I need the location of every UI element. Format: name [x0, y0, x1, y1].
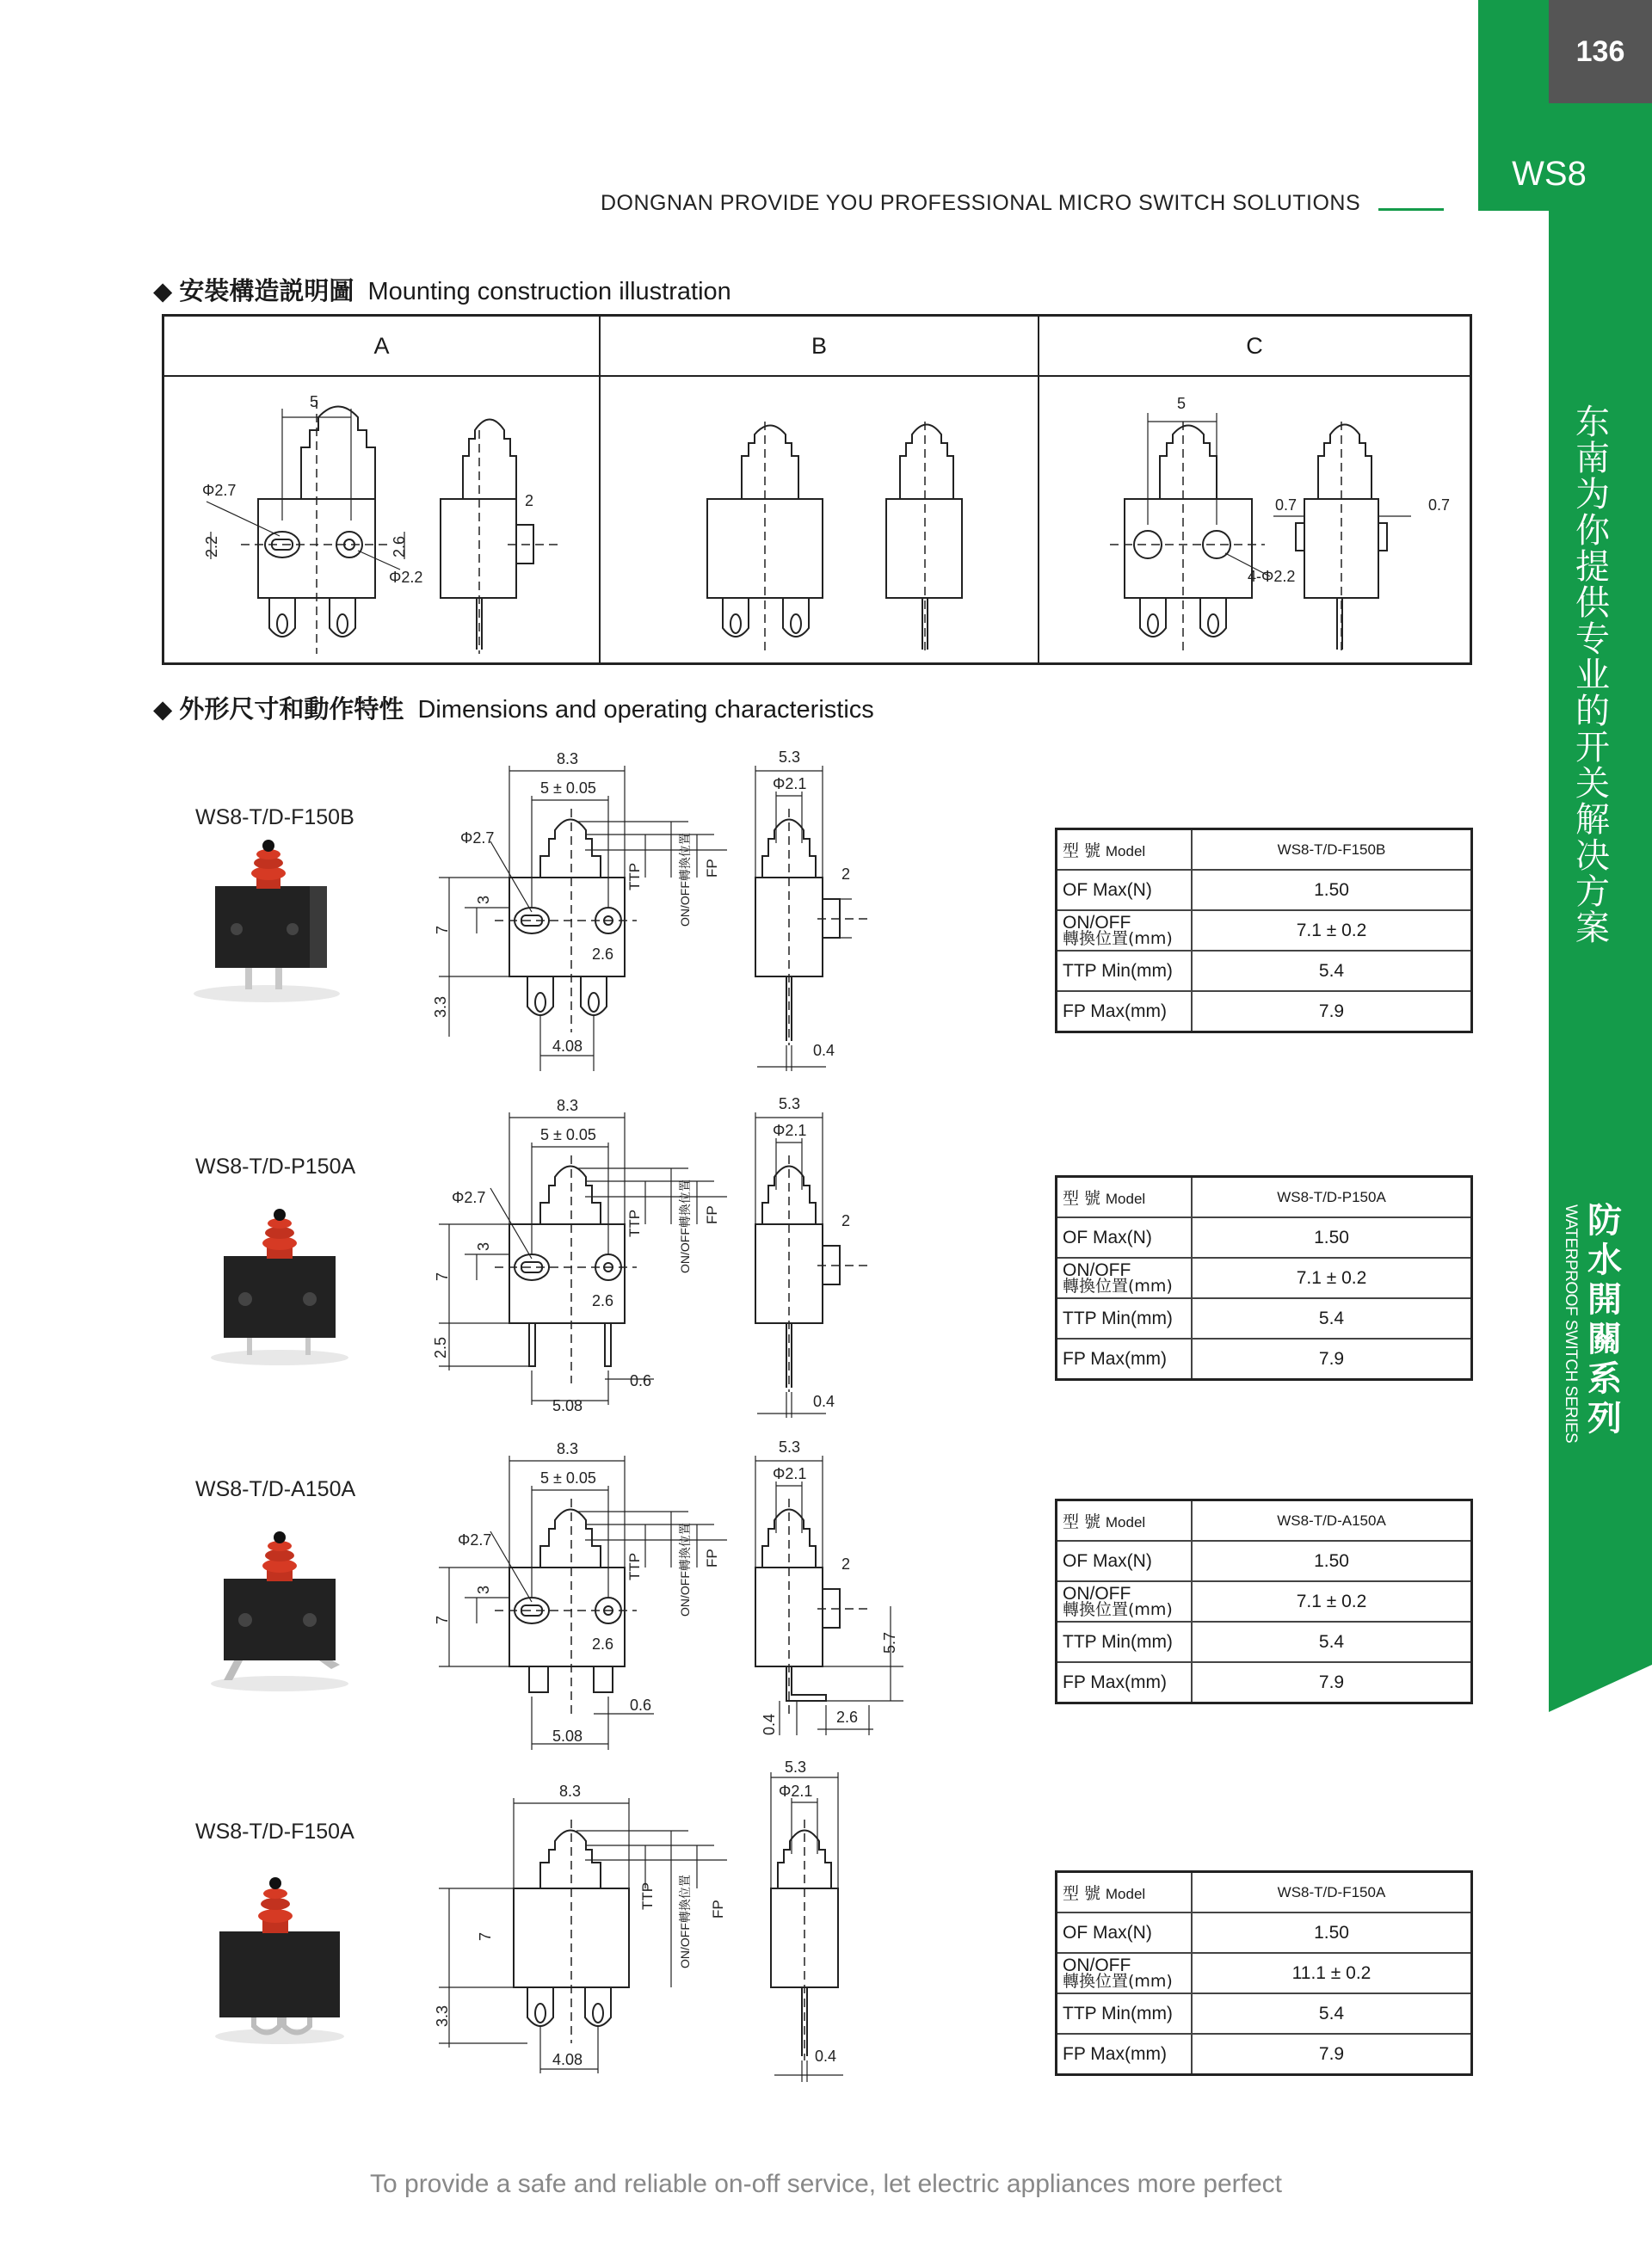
- mount-c-width: 5: [1177, 395, 1187, 412]
- p1-dim-pitch: 5 ± 0.05: [540, 779, 596, 797]
- p3-dim-btn: Φ2.1: [773, 1465, 807, 1482]
- mount-c-holes: 4-Φ2.2: [1248, 568, 1296, 585]
- p4-ttp-label: TTP: [639, 1882, 656, 1910]
- ttp-label: TTP Min(mm): [1057, 951, 1193, 991]
- table-row: [1057, 1217, 1472, 1258]
- product-1-model: WS8-T/D-F150B: [195, 805, 354, 829]
- p2-dim-pin: 0.4: [813, 1393, 835, 1410]
- p2-dim-pitch: 5 ± 0.05: [540, 1126, 596, 1143]
- product-1-spec-table: [1055, 828, 1473, 1033]
- of-label: OF Max(N): [1057, 1912, 1193, 1953]
- mount-a-right-hole: Φ2.2: [389, 569, 423, 586]
- product-3-spec-table: [1055, 1499, 1473, 1704]
- table-row: [1057, 1622, 1472, 1662]
- p2-dim-sw: 5.3: [779, 1095, 801, 1112]
- p2-dim-d3: 3: [475, 1241, 492, 1251]
- table-row: [1057, 1298, 1472, 1339]
- series-code: WS8: [1512, 155, 1587, 193]
- p1-of-value: 1.50: [1192, 870, 1472, 910]
- p2-dim-w: 8.3: [557, 1097, 579, 1114]
- mount-a-width: 5: [310, 393, 319, 410]
- product-2-photo: [194, 1204, 366, 1368]
- dimensions-title-en: Dimensions and operating characteristics: [417, 696, 874, 724]
- p1-dim-sw: 5.3: [779, 748, 801, 766]
- p3-dim-lead: 5.08: [552, 1728, 583, 1745]
- onoff-label-cn: 轉換位置(mm): [1063, 1276, 1173, 1296]
- model-label-cn: 型 號: [1063, 1884, 1101, 1903]
- p1-model-value: WS8-T/D-F150B: [1192, 829, 1472, 871]
- p2-ttp-label: TTP: [626, 1209, 643, 1237]
- p1-fp-label: FP: [704, 859, 720, 878]
- model-label-cn: 型 號: [1063, 1512, 1101, 1531]
- table-row: [1057, 829, 1472, 871]
- mount-a-side: 2: [525, 492, 534, 509]
- mount-a-height: 2.2: [203, 535, 220, 557]
- p2-onoff-value: 7.1 ± 0.2: [1192, 1258, 1472, 1298]
- side-series-cn: 防水開關系列: [1587, 1201, 1622, 1438]
- p1-dim-pin: 0.4: [813, 1042, 835, 1059]
- p1-onoff-label: ON/OFF轉換位置: [678, 833, 692, 927]
- product-4-spec-table: [1055, 1870, 1473, 2076]
- dimensions-section-title: [153, 690, 874, 725]
- table-row: [1057, 910, 1472, 951]
- product-1-photo: [181, 839, 353, 1007]
- product-3-photo: [194, 1527, 366, 1695]
- p1-dim-lead: 4.08: [552, 1038, 583, 1055]
- p1-dim-off: 2.6: [592, 945, 614, 963]
- p3-dim-pitch: 5 ± 0.05: [540, 1469, 596, 1487]
- p4-dim-pin: 0.4: [815, 2048, 837, 2065]
- header-rule: [1378, 208, 1444, 211]
- product-3-drawing: [434, 1438, 921, 1752]
- mounting-col-b-header: B: [601, 317, 1038, 377]
- p3-model-value: WS8-T/D-A150A: [1192, 1500, 1472, 1542]
- product-4-drawing: [434, 1758, 869, 2082]
- p2-dim-hole: Φ2.7: [452, 1189, 486, 1206]
- p2-ttp-value: 5.4: [1192, 1298, 1472, 1339]
- p3-dim-off: 2.6: [592, 1635, 614, 1653]
- model-label-cn: 型 號: [1063, 841, 1101, 860]
- onoff-label-en: ON/OFF: [1063, 1955, 1131, 1975]
- table-row: [1057, 1662, 1472, 1703]
- p1-ttp-value: 5.4: [1192, 951, 1472, 991]
- ttp-label: TTP Min(mm): [1057, 1993, 1193, 2034]
- table-row: [1057, 1258, 1472, 1298]
- p2-dim-lead: 5.08: [552, 1397, 583, 1414]
- p1-dim-leg: 3.3: [432, 995, 449, 1018]
- onoff-label-en: ON/OFF: [1063, 1260, 1131, 1280]
- p3-dim-bend: 5.7: [881, 1631, 898, 1654]
- ttp-label: TTP Min(mm): [1057, 1622, 1193, 1662]
- p1-dim-h: 7: [434, 925, 451, 934]
- p4-dim-lead: 4.08: [552, 2051, 583, 2068]
- p2-fp-value: 7.9: [1192, 1339, 1472, 1380]
- p2-onoff-label: ON/OFF轉換位置: [678, 1180, 692, 1273]
- of-label: OF Max(N): [1057, 1217, 1193, 1258]
- mounting-section-title: [153, 272, 731, 307]
- fp-label: FP Max(mm): [1057, 1339, 1193, 1380]
- p4-onoff-label: ON/OFF轉換位置: [678, 1875, 692, 1968]
- p1-dim-side: 2: [841, 865, 851, 883]
- p4-dim-h: 7: [477, 1931, 494, 1941]
- product-2-spec-table: [1055, 1175, 1473, 1381]
- p3-fp-value: 7.9: [1192, 1662, 1472, 1703]
- product-4-photo: [202, 1863, 357, 2048]
- p4-of-value: 1.50: [1192, 1912, 1472, 1953]
- product-2-drawing: [432, 1095, 869, 1414]
- mounting-col-a-header: A: [164, 317, 599, 377]
- mounting-title-cn: 安裝構造説明圖: [179, 276, 354, 305]
- p4-onoff-value: 11.1 ± 0.2: [1192, 1953, 1472, 1993]
- onoff-label-cn: 轉換位置(mm): [1063, 1971, 1173, 1991]
- p2-fp-label: FP: [704, 1205, 720, 1224]
- p2-dim-pw: 0.6: [630, 1372, 652, 1389]
- table-row: [1057, 1912, 1472, 1953]
- diamond-icon: ◆: [153, 278, 173, 305]
- p1-fp-value: 7.9: [1192, 991, 1472, 1032]
- mount-c-right: 0.7: [1428, 496, 1451, 514]
- p2-of-value: 1.50: [1192, 1217, 1472, 1258]
- p1-ttp-label: TTP: [626, 862, 643, 890]
- product-2-model: WS8-T/D-P150A: [195, 1155, 356, 1179]
- p4-dim-w: 8.3: [559, 1783, 582, 1800]
- p3-dim-h: 7: [434, 1615, 451, 1624]
- table-row: [1057, 870, 1472, 910]
- table-row: [1057, 2034, 1472, 2075]
- table-row: [1057, 1872, 1472, 1913]
- p3-onoff-label: ON/OFF轉換位置: [678, 1523, 692, 1617]
- ttp-label: TTP Min(mm): [1057, 1298, 1193, 1339]
- side-slogan: 东南为你提供专业的开关解决方案: [1575, 403, 1610, 948]
- header-tagline: DONGNAN PROVIDE YOU PROFESSIONAL MICRO SWITCH SOLUTIONS: [601, 191, 1361, 215]
- diamond-icon: ◆: [153, 696, 173, 724]
- fp-label: FP Max(mm): [1057, 2034, 1193, 2075]
- onoff-label-cn: 轉換位置(mm): [1063, 1599, 1173, 1619]
- p4-fp-label: FP: [710, 1900, 726, 1919]
- mounting-title-en: Mounting construction illustration: [367, 278, 731, 305]
- p4-dim-btn: Φ2.1: [779, 1783, 813, 1800]
- mount-a-offset: 2.6: [391, 535, 408, 557]
- p3-dim-side: 2: [841, 1555, 851, 1573]
- mounting-drawing-a: [189, 379, 568, 662]
- fp-label: FP Max(mm): [1057, 1662, 1193, 1703]
- model-label-en: Model: [1105, 1514, 1146, 1531]
- fp-label: FP Max(mm): [1057, 991, 1193, 1032]
- onoff-label-cn: 轉換位置(mm): [1063, 928, 1173, 948]
- p3-fp-label: FP: [704, 1549, 720, 1568]
- product-1-drawing: [432, 748, 869, 1067]
- p1-dim-d3: 3: [475, 895, 492, 904]
- p4-fp-value: 7.9: [1192, 2034, 1472, 2075]
- p4-dim-leg: 3.3: [434, 2005, 451, 2027]
- p3-ttp-label: TTP: [626, 1552, 643, 1580]
- p2-dim-leg: 2.5: [432, 1336, 449, 1358]
- p4-dim-sw: 5.3: [785, 1758, 807, 1776]
- p3-dim-w: 8.3: [557, 1440, 579, 1457]
- model-label-en: Model: [1105, 1191, 1146, 1207]
- product-3-model: WS8-T/D-A150A: [195, 1477, 356, 1501]
- p2-model-value: WS8-T/D-P150A: [1192, 1177, 1472, 1218]
- mount-c-left: 0.7: [1275, 496, 1298, 514]
- mounting-drawing-b: [688, 422, 1015, 662]
- model-label-en: Model: [1105, 1886, 1146, 1902]
- table-row: [1057, 1953, 1472, 1993]
- onoff-label-en: ON/OFF: [1063, 1583, 1131, 1604]
- side-series-en: WATERPROOF SWITCH SERIES: [1562, 1204, 1580, 1444]
- table-row: [1057, 991, 1472, 1032]
- p3-dim-d3: 3: [475, 1585, 492, 1594]
- p3-dim-pw: 0.6: [630, 1697, 652, 1714]
- p2-dim-h: 7: [434, 1272, 451, 1281]
- p3-dim-hole: Φ2.7: [458, 1531, 492, 1549]
- table-row: [1057, 1500, 1472, 1542]
- model-label-en: Model: [1105, 843, 1146, 859]
- side-band-tail: [1549, 1652, 1652, 1721]
- footer-slogan: To provide a safe and reliable on-off service, let electric appliances more perfect: [369, 2170, 1282, 2198]
- mounting-drawing-c: [1110, 387, 1471, 662]
- dimensions-title-cn: 外形尺寸和動作特性: [179, 694, 404, 724]
- p1-dim-hole: Φ2.7: [460, 829, 495, 847]
- p1-onoff-value: 7.1 ± 0.2: [1192, 910, 1472, 951]
- p4-model-value: WS8-T/D-F150A: [1192, 1872, 1472, 1913]
- p1-dim-btn: Φ2.1: [773, 775, 807, 792]
- page-number: 136: [1549, 0, 1652, 103]
- table-row: [1057, 1541, 1472, 1581]
- p2-dim-side: 2: [841, 1212, 851, 1229]
- p3-of-value: 1.50: [1192, 1541, 1472, 1581]
- p3-dim-bw: 2.6: [836, 1709, 859, 1726]
- p3-onoff-value: 7.1 ± 0.2: [1192, 1581, 1472, 1622]
- of-label: OF Max(N): [1057, 1541, 1193, 1581]
- p1-dim-w: 8.3: [557, 750, 579, 767]
- table-row: [1057, 951, 1472, 991]
- table-row: [1057, 1339, 1472, 1380]
- p2-dim-off: 2.6: [592, 1292, 614, 1309]
- product-4-model: WS8-T/D-F150A: [195, 1820, 354, 1844]
- p3-dim-sw: 5.3: [779, 1438, 801, 1456]
- of-label: OF Max(N): [1057, 870, 1193, 910]
- p2-dim-btn: Φ2.1: [773, 1122, 807, 1139]
- model-label-cn: 型 號: [1063, 1189, 1101, 1208]
- p3-ttp-value: 5.4: [1192, 1622, 1472, 1662]
- table-row: [1057, 1581, 1472, 1622]
- table-row: [1057, 1993, 1472, 2034]
- mount-a-hole: Φ2.7: [202, 482, 237, 499]
- onoff-label-en: ON/OFF: [1063, 912, 1131, 933]
- p3-dim-pin: 0.4: [761, 1713, 778, 1735]
- mounting-col-c-header: C: [1039, 317, 1470, 377]
- p4-ttp-value: 5.4: [1192, 1993, 1472, 2034]
- table-row: [1057, 1177, 1472, 1218]
